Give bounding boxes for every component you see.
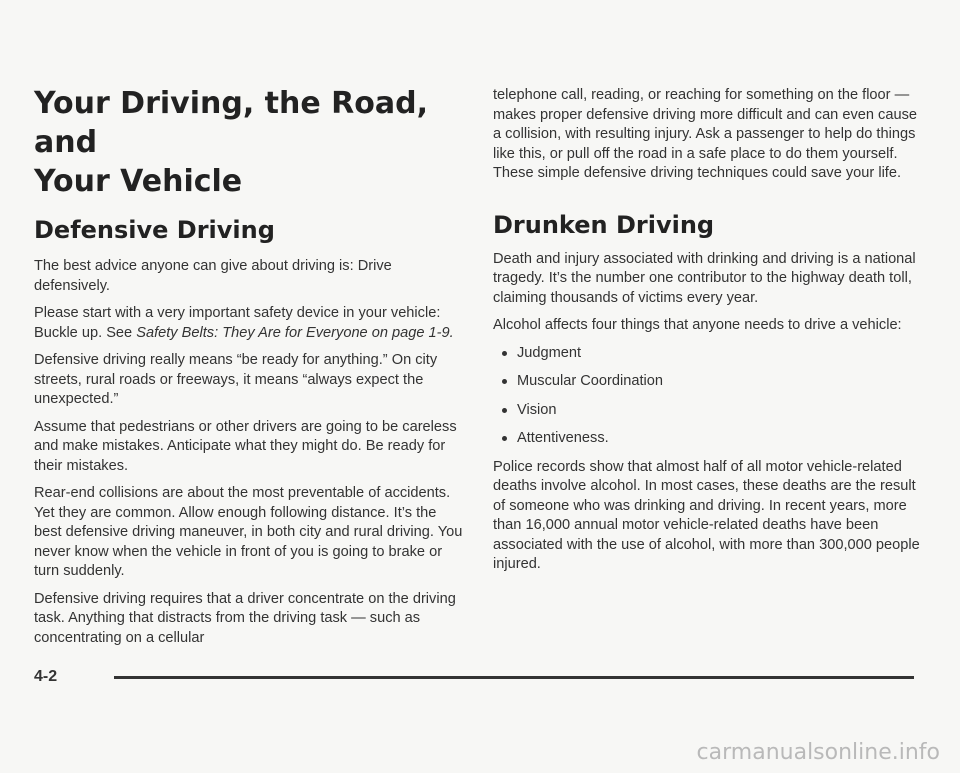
paragraph: Alcohol affects four things that anyone needs to drive a vehicle:: [493, 317, 902, 333]
paragraph: telephone call, reading, or reaching for something on the floor — makes proper defensive driving more difficult and can even cause a collision, with resulting injury. Ask a passenger to help do things like this, or pull off the road in a safe place to do them yourself. These simple defensive driving techniques could save your life.: [493, 87, 917, 181]
section-heading-defensive-driving: Defensive Driving: [34, 216, 275, 244]
paragraph: Police records show that almost half of all motor vehicle-related deaths involve alcohol. In most cases, these deaths are the result of someone who was drinking and driving. In recent years, more than 16,000 annual motor vehicle-related deaths have been associated with the use of alcohol, with more than 300,000 people injured.: [493, 458, 920, 572]
paragraph: Defensive driving requires that a driver concentrate on the driving task. Anything that distracts from the driving task — such as concentrating on a cellular: [34, 590, 456, 646]
list-item: Attentiveness.: [501, 429, 923, 449]
bullet-list: [493, 344, 923, 449]
list-item: Judgment: [501, 344, 923, 364]
paragraph-safety-belts: [34, 304, 464, 343]
paragraph: Rear-end collisions are about the most preventable of accidents. Yet they are common. Allow enough following distance. It’s the best defensive driving maneuver, in both city and rural driving. You never know when the vehicle in front of you is going to brake or turn suddenly.: [34, 485, 463, 579]
left-column: [34, 84, 464, 656]
footer-divider: [114, 676, 914, 679]
watermark: carmanualsonline.info: [696, 740, 940, 765]
paragraph: The best advice anyone can give about driving is: Drive defensively.: [34, 258, 392, 294]
list-item: Vision: [501, 401, 923, 421]
list-item: Muscular Coordination: [501, 372, 923, 392]
chapter-title: [34, 84, 464, 201]
chapter-title-line1: Your Driving, the Road, and: [34, 86, 428, 160]
right-column: [493, 86, 923, 583]
page-number: 4-2: [34, 668, 58, 685]
paragraph: Assume that pedestrians or other drivers are going to be careless and make mistakes. Anticipate what they might do. Be ready for their mistakes.: [34, 418, 457, 474]
chapter-title-line2: Your Vehicle: [34, 164, 243, 199]
paragraph-text: Please start with a very important safety device in your vehicle: Buckle up. See: [34, 305, 441, 341]
cross-reference-link[interactable]: Safety Belts: They Are for Everyone on page 1-9.: [136, 324, 454, 341]
section-heading-drunken-driving: Drunken Driving: [493, 210, 715, 239]
paragraph: Death and injury associated with drinking and driving is a national tragedy. It’s the number one contributor to the highway death toll, claiming thousands of victims every year.: [493, 250, 916, 306]
paragraph: Defensive driving really means “be ready for anything.” On city streets, rural roads or freeways, it means “always expect the unexpected.”: [34, 352, 438, 407]
